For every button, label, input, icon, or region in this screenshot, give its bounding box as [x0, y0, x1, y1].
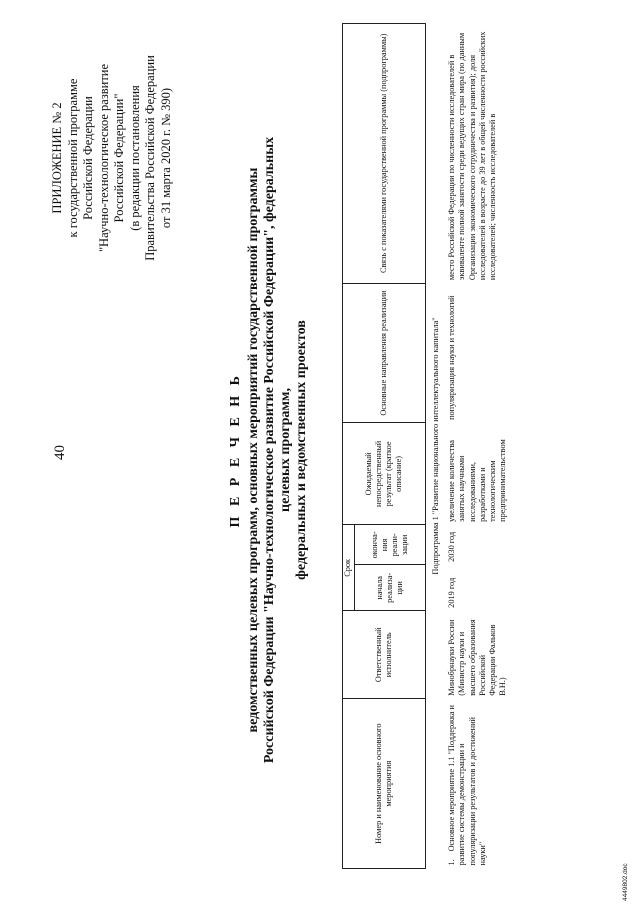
cell-name — [445, 699, 510, 869]
title-line-3: федеральных и ведомственных проектов — [294, 320, 309, 580]
cell-executor: Минобрнауки России (Министр науки и высшего образования Российской Федерации Фальков В.Н.) — [447, 619, 508, 696]
cell-link: место Российской Федерации по численности исследователей в эквиваленте полной занятости среди ведущих стран мира (по данным Организации экономического сотрудничества и развития); доля исследователей в возрасте до 39 лет в общей численности российских исследователей; численность исследователей в — [447, 31, 498, 281]
appendix-line: от 31 марта 2020 г. № 390) — [158, 87, 173, 229]
appendix-line: Правительства Российской Федерации — [143, 55, 157, 261]
title-line-2: Российской Федерации "Научно-технологическое развитие Российской Федерации", федеральных целевых программ, — [262, 136, 293, 764]
header-executor: Ответственный исполнитель — [343, 611, 426, 699]
header-result: Ожидаемый непосредственный результат (краткое описание) — [343, 423, 426, 525]
document-title — [228, 115, 310, 785]
row-name: Основное мероприятие 1.1 "Поддержка и развитие системы демонстрации и популяризации результатов и достижений науки" — [447, 705, 487, 866]
header-start: начала реализа-ции — [355, 565, 426, 611]
appendix-line: Российской Федерации" — [112, 93, 126, 223]
appendix-line: к государственной программе — [65, 78, 80, 238]
header-name: Номер и наименование основного мероприятия — [343, 699, 426, 869]
row-number: 1. — [447, 859, 457, 866]
cell-start: 2019 год — [447, 577, 457, 608]
cell-directions: популяризация науки и технологий — [447, 295, 457, 420]
title-line-1: ведомственных целевых программ, основных мероприятий государственной программы — [246, 167, 261, 733]
header-link: Связь с показателями государственной программы (подпрограммы) — [343, 24, 426, 284]
table-row — [445, 24, 510, 869]
page-number: 40 — [52, 445, 68, 460]
appendix-note — [50, 33, 174, 283]
appendix-line: (в редакции постановления — [127, 85, 142, 231]
file-name: 4449802.doc — [622, 863, 629, 901]
header-row — [343, 24, 355, 869]
cell-end: 2030 год — [447, 531, 457, 562]
subprogram-title: Подпрограмма 1 "Развитие национального интеллектуального капитала" — [431, 317, 440, 575]
measures-table — [342, 23, 510, 869]
header-term: Срок — [343, 525, 355, 611]
header-directions: Основные направления реализации — [343, 283, 426, 423]
title-heading: П Е Р Е Ч Е Н Ь — [228, 372, 243, 528]
subprogram-row — [426, 24, 446, 869]
appendix-line: Российской Федерации — [81, 96, 95, 220]
appendix-line: "Научно-технологическое развитие — [96, 63, 111, 253]
header-end: оконча-ния реали-зации — [355, 525, 426, 565]
appendix-line: ПРИЛОЖЕНИЕ № 2 — [50, 102, 64, 214]
cell-result: увеличение количества занятых научными исследованиями, разработками и технологическим предпринимательством — [447, 439, 508, 522]
